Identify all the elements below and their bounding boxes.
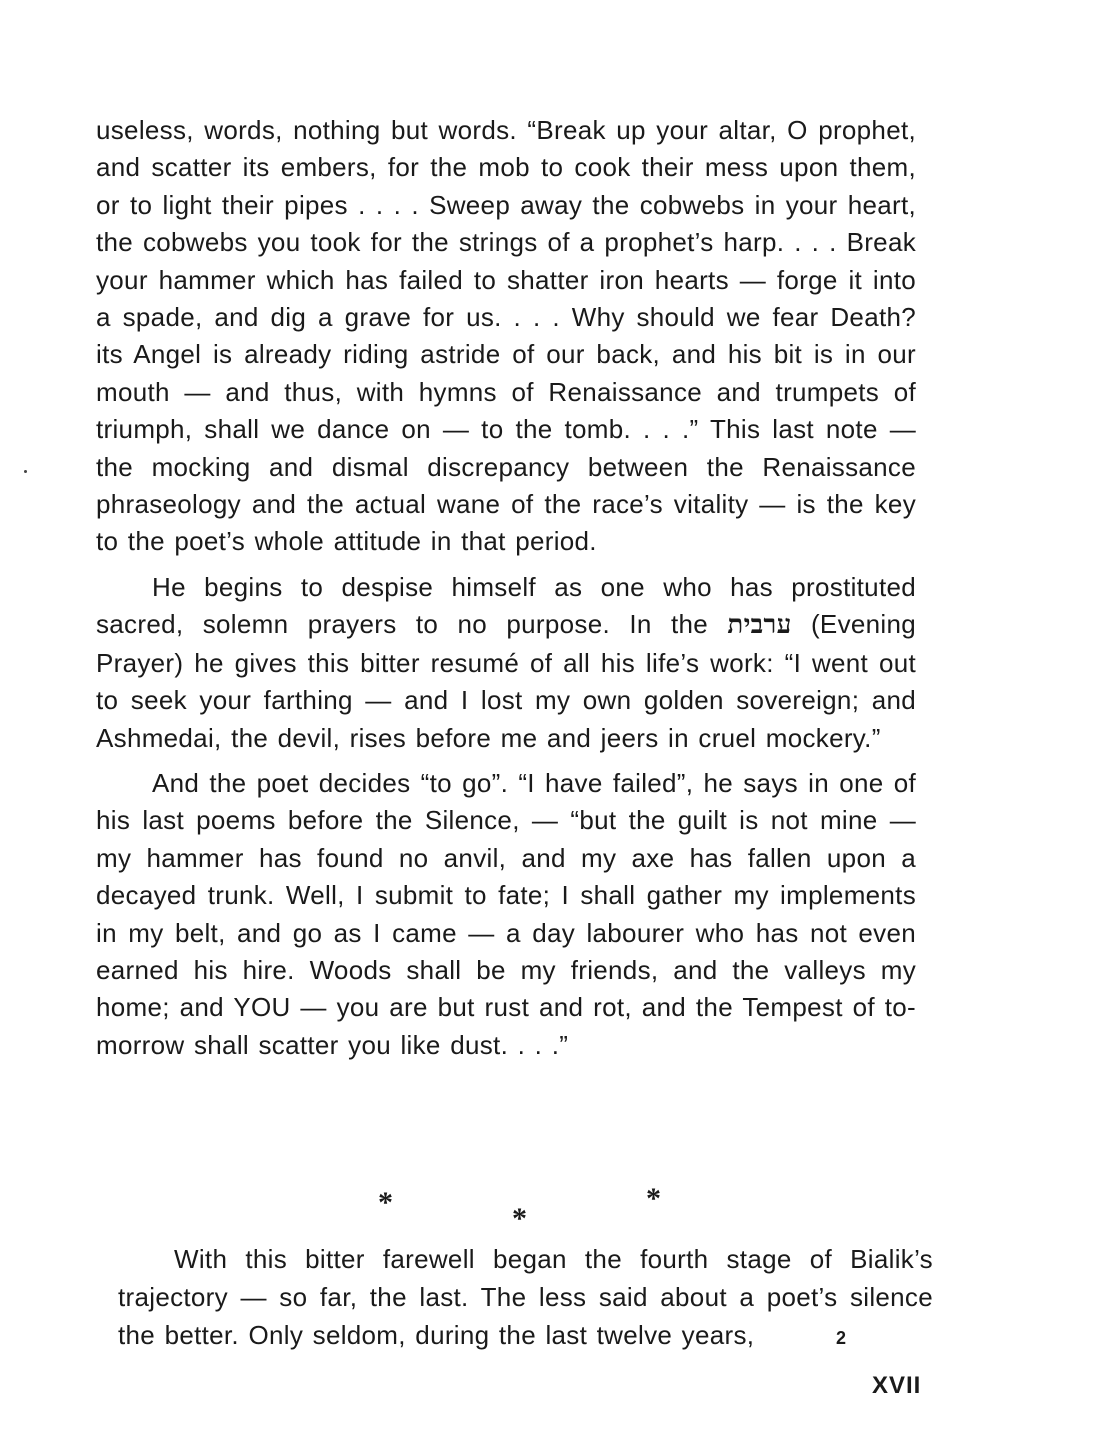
separator-star-left: *	[378, 1186, 393, 1219]
separator-star-right: *	[646, 1182, 661, 1215]
paragraph-2-text-before: He begins to despise himself as one who has prostituted sacred, solemn prayers to no purpose. In the	[96, 571, 916, 640]
paragraph-4: With this bitter farewell began the fourth stage of Bialik’s trajectory — so far, the last. The less said about a poet’s silence the better. Only seldom, during the last twelve years,	[118, 1244, 933, 1350]
final-text	[118, 1240, 933, 1354]
paragraph-2	[96, 569, 916, 757]
main-text	[96, 112, 916, 1064]
page-number: XVII	[872, 1372, 922, 1399]
separator-star-middle: *	[512, 1202, 527, 1235]
scan-speck	[24, 470, 27, 473]
hebrew-word: ערבית	[727, 610, 792, 641]
paragraph-2-text-after: (Evening Prayer) he gives this bitter resumé of all his life’s work: “I went out to seek your farthing — and I lost my own golden sovereign; and Ashmedai, the devil, rises before me and jeers in cruel mockery.”	[96, 609, 916, 753]
signature-mark: 2	[836, 1328, 847, 1348]
paragraph-1: useless, words, nothing but words. “Break up your altar, O prophet, and scatter its embers, for the mob to cook their mess upon them, or to light their pipes . . . . Sweep away the cobwebs in your heart, the cobwebs you took for the strings of a prophet’s harp. . . . Break your hammer which has failed to shatter iron hearts — forge it into a spade, and dig a grave for us. . . . Why should we fear Death? its Angel is already riding astride of our back, and his bit is in our mouth — and thus, with hymns of Renaissance and trumpets of triumph, shall we dance on — to the tomb. . . .” This last note — the mocking and dismal discrepancy between the Renaissance phraseology and the actual wane of the race’s vitality — is the key to the poet’s whole attitude in that period.	[96, 115, 916, 557]
paragraph-3: And the poet decides “to go”. “I have failed”, he says in one of his last poems before the Silence, — “but the guilt is not mine — my hammer has found no anvil, and my axe has fallen upon a decayed trunk. Well, I submit to fate; I shall gather my implements in my belt, and go as I came — a day labourer who has not even earned his hire. Woods shall be my friends, and the valleys my home; and YOU — you are but rust and rot, and the Tempest of to-morrow shall scatter you like dust. . . .”	[96, 767, 916, 1060]
